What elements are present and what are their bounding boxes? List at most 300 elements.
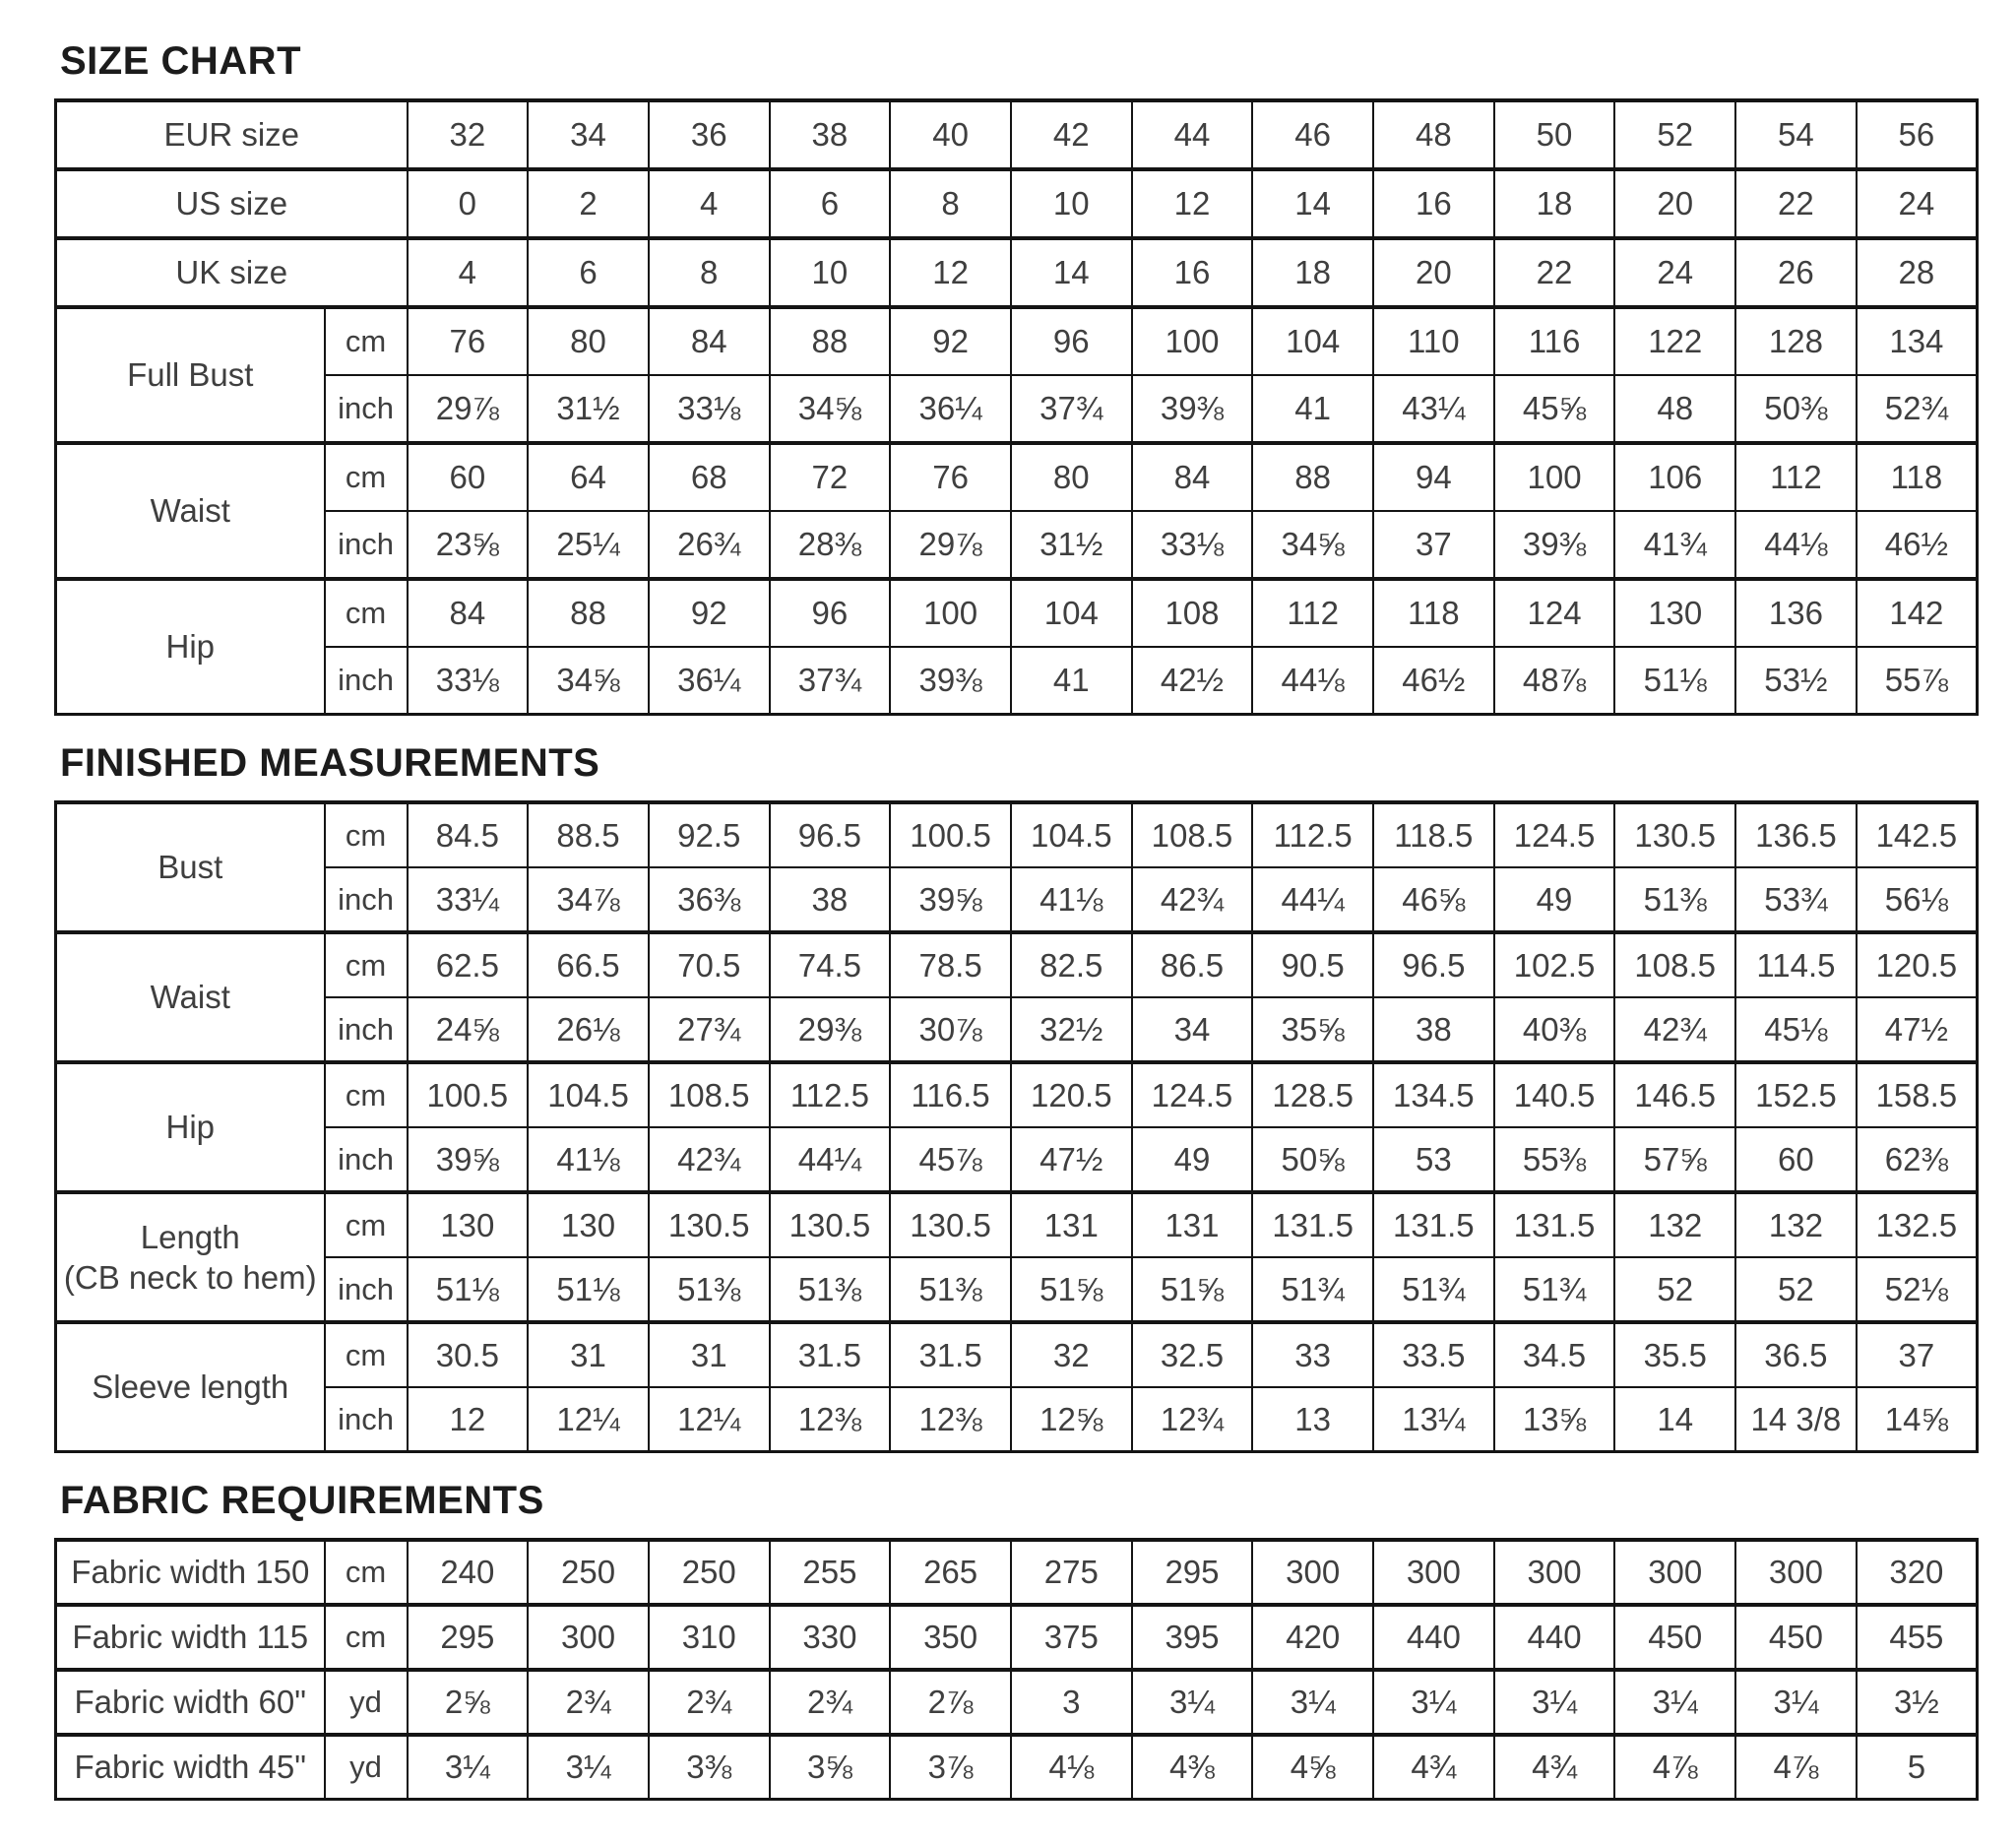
value-cell: 6 [528,238,649,307]
size-chart-title: SIZE CHART [60,39,301,83]
value-cell: 104.5 [528,1062,649,1127]
value-cell: 32½ [1011,997,1132,1062]
table-row [56,100,1978,169]
section-finished-measurements [54,743,1979,1453]
value-cell: 4⅞ [1614,1735,1735,1800]
value-cell: 41 [1011,647,1132,715]
value-cell: 440 [1494,1605,1615,1670]
value-cell: 33⅛ [408,647,529,715]
value-cell: 142 [1857,579,1978,647]
value-cell: 34⅝ [1252,511,1373,579]
value-cell: 420 [1252,1605,1373,1670]
value-cell: 36¼ [890,375,1011,443]
unit-cell: inch [325,867,408,932]
value-cell: 36 [649,100,770,169]
value-cell: 44⅛ [1252,647,1373,715]
value-cell: 158.5 [1857,1062,1978,1127]
value-cell: 450 [1614,1605,1735,1670]
value-cell: 88 [528,579,649,647]
value-cell: 4⅞ [1735,1735,1857,1800]
value-cell: 37 [1857,1322,1978,1387]
value-cell: 132 [1735,1192,1857,1257]
value-cell: 130 [408,1192,529,1257]
value-cell: 124 [1494,579,1615,647]
value-cell: 60 [1735,1127,1857,1192]
section-fabric-requirements [54,1481,1979,1801]
value-cell: 10 [1011,169,1132,238]
value-cell: 320 [1857,1540,1978,1605]
value-cell: 60 [408,443,529,511]
value-cell: 118 [1373,579,1494,647]
size-chart-table [54,98,1979,716]
table-row [56,867,1978,932]
value-cell: 131 [1132,1192,1253,1257]
section-size-chart [54,41,1979,716]
value-cell: 4⅝ [1252,1735,1373,1800]
value-cell: 52¾ [1857,375,1978,443]
unit-cell: cm [325,307,408,375]
table-row [56,802,1978,867]
value-cell: 42¾ [1132,867,1253,932]
unit-cell: cm [325,443,408,511]
value-cell: 29⅞ [890,511,1011,579]
value-cell: 50⅝ [1252,1127,1373,1192]
value-cell: 42 [1011,100,1132,169]
value-cell: 104 [1252,307,1373,375]
unit-cell: inch [325,997,408,1062]
value-cell: 42¾ [1614,997,1735,1062]
value-cell: 295 [1132,1540,1253,1605]
value-cell: 108.5 [649,1062,770,1127]
value-cell: 48 [1614,375,1735,443]
value-cell: 51⅜ [649,1257,770,1322]
value-cell: 440 [1373,1605,1494,1670]
value-cell: 29⅞ [408,375,529,443]
value-cell: 39⅜ [1494,511,1615,579]
value-cell: 12¼ [528,1387,649,1452]
table-row [56,579,1978,647]
table-row [56,1387,1978,1452]
value-cell: 31½ [528,375,649,443]
table-row [56,169,1978,238]
unit-cell: cm [325,1605,408,1670]
row-label: Waist [56,932,325,1062]
value-cell: 2⅞ [890,1670,1011,1735]
value-cell: 33⅛ [649,375,770,443]
row-label: Bust [56,802,325,932]
value-cell: 112 [1252,579,1373,647]
value-cell: 134 [1857,307,1978,375]
value-cell: 130.5 [1614,802,1735,867]
value-cell: 52 [1614,1257,1735,1322]
row-label: Hip [56,1062,325,1192]
finished-measurements-title: FINISHED MEASUREMENTS [60,741,600,785]
value-cell: 26¾ [649,511,770,579]
finished-measurements-table [54,800,1979,1453]
value-cell: 31 [649,1322,770,1387]
value-cell: 5 [1857,1735,1978,1800]
value-cell: 53¾ [1735,867,1857,932]
value-cell: 28⅜ [770,511,891,579]
value-cell: 44¼ [1252,867,1373,932]
value-cell: 3 [1011,1670,1132,1735]
value-cell: 96.5 [1373,932,1494,997]
value-cell: 48⅞ [1494,647,1615,715]
value-cell: 41 [1252,375,1373,443]
row-label: EUR size [56,100,408,169]
value-cell: 96 [1011,307,1132,375]
table-row [56,1540,1978,1605]
value-cell: 116 [1494,307,1615,375]
value-cell: 13¼ [1373,1387,1494,1452]
value-cell: 130 [528,1192,649,1257]
value-cell: 84.5 [408,802,529,867]
value-cell: 39⅝ [890,867,1011,932]
value-cell: 34⅞ [528,867,649,932]
value-cell: 108.5 [1132,802,1253,867]
value-cell: 4 [649,169,770,238]
value-cell: 76 [408,307,529,375]
value-cell: 88.5 [528,802,649,867]
value-cell: 22 [1494,238,1615,307]
value-cell: 51⅝ [1011,1257,1132,1322]
value-cell: 62.5 [408,932,529,997]
table-row [56,997,1978,1062]
row-label: Waist [56,443,325,579]
value-cell: 52⅛ [1857,1257,1978,1322]
value-cell: 4 [408,238,529,307]
value-cell: 132.5 [1857,1192,1978,1257]
table-row [56,1257,1978,1322]
unit-cell: cm [325,579,408,647]
fabric-requirements-title: FABRIC REQUIREMENTS [60,1479,544,1522]
row-label: Fabric width 45" [56,1735,325,1800]
value-cell: 130.5 [649,1192,770,1257]
value-cell: 13⅝ [1494,1387,1615,1452]
value-cell: 2¾ [649,1670,770,1735]
value-cell: 48 [1373,100,1494,169]
value-cell: 122 [1614,307,1735,375]
value-cell: 3⅞ [890,1735,1011,1800]
value-cell: 24⅝ [408,997,529,1062]
value-cell: 120.5 [1011,1062,1132,1127]
value-cell: 0 [408,169,529,238]
value-cell: 108.5 [1614,932,1735,997]
value-cell: 128.5 [1252,1062,1373,1127]
value-cell: 22 [1735,169,1857,238]
value-cell: 3¼ [1252,1670,1373,1735]
value-cell: 39⅜ [890,647,1011,715]
value-cell: 455 [1857,1605,1978,1670]
value-cell: 45⅞ [890,1127,1011,1192]
value-cell: 31½ [1011,511,1132,579]
row-label: Sleeve length [56,1322,325,1452]
value-cell: 2¾ [528,1670,649,1735]
value-cell: 20 [1614,169,1735,238]
value-cell: 34⅝ [528,647,649,715]
value-cell: 118.5 [1373,802,1494,867]
value-cell: 57⅝ [1614,1127,1735,1192]
value-cell: 52 [1735,1257,1857,1322]
value-cell: 86.5 [1132,932,1253,997]
table-row [56,238,1978,307]
value-cell: 12 [890,238,1011,307]
value-cell: 51¾ [1373,1257,1494,1322]
value-cell: 152.5 [1735,1062,1857,1127]
value-cell: 90.5 [1252,932,1373,997]
value-cell: 112 [1735,443,1857,511]
value-cell: 34.5 [1494,1322,1615,1387]
value-cell: 44⅛ [1735,511,1857,579]
value-cell: 64 [528,443,649,511]
value-cell: 255 [770,1540,891,1605]
row-label: Fabric width 60" [56,1670,325,1735]
value-cell: 28 [1857,238,1978,307]
value-cell: 34⅝ [770,375,891,443]
value-cell: 24 [1857,169,1978,238]
value-cell: 68 [649,443,770,511]
value-cell: 78.5 [890,932,1011,997]
value-cell: 51⅜ [1614,867,1735,932]
value-cell: 30⅞ [890,997,1011,1062]
value-cell: 33.5 [1373,1322,1494,1387]
value-cell: 114.5 [1735,932,1857,997]
value-cell: 131.5 [1252,1192,1373,1257]
value-cell: 108 [1132,579,1253,647]
value-cell: 34 [1132,997,1253,1062]
value-cell: 88 [1252,443,1373,511]
table-row [56,511,1978,579]
value-cell: 2 [528,169,649,238]
value-cell: 3¼ [1614,1670,1735,1735]
value-cell: 53 [1373,1127,1494,1192]
value-cell: 104.5 [1011,802,1132,867]
value-cell: 84 [408,579,529,647]
value-cell: 31.5 [890,1322,1011,1387]
value-cell: 3¼ [1735,1670,1857,1735]
value-cell: 44 [1132,100,1253,169]
value-cell: 36⅜ [649,867,770,932]
row-label: Hip [56,579,325,715]
value-cell: 131.5 [1373,1192,1494,1257]
value-cell: 100 [1132,307,1253,375]
unit-cell: inch [325,1127,408,1192]
value-cell: 300 [1494,1540,1615,1605]
value-cell: 128 [1735,307,1857,375]
value-cell: 140.5 [1494,1062,1615,1127]
value-cell: 10 [770,238,891,307]
value-cell: 33 [1252,1322,1373,1387]
table-row [56,647,1978,715]
value-cell: 29⅜ [770,997,891,1062]
value-cell: 96.5 [770,802,891,867]
unit-cell: cm [325,1322,408,1387]
value-cell: 35⅝ [1252,997,1373,1062]
value-cell: 100.5 [408,1062,529,1127]
value-cell: 136.5 [1735,802,1857,867]
value-cell: 102.5 [1494,932,1615,997]
value-cell: 300 [1252,1540,1373,1605]
value-cell: 30.5 [408,1322,529,1387]
value-cell: 6 [770,169,891,238]
value-cell: 51⅛ [528,1257,649,1322]
value-cell: 84 [1132,443,1253,511]
row-label: Full Bust [56,307,325,443]
value-cell: 44¼ [770,1127,891,1192]
value-cell: 42½ [1132,647,1253,715]
value-cell: 23⅝ [408,511,529,579]
value-cell: 38 [1373,997,1494,1062]
value-cell: 33⅛ [1132,511,1253,579]
unit-cell: cm [325,1540,408,1605]
value-cell: 34 [528,100,649,169]
value-cell: 49 [1132,1127,1253,1192]
value-cell: 50 [1494,100,1615,169]
value-cell: 3¼ [1132,1670,1253,1735]
value-cell: 330 [770,1605,891,1670]
row-label: Length (CB neck to hem) [56,1192,325,1322]
value-cell: 32 [1011,1322,1132,1387]
value-cell: 295 [408,1605,529,1670]
value-cell: 12 [408,1387,529,1452]
value-cell: 14 3/8 [1735,1387,1857,1452]
value-cell: 46 [1252,100,1373,169]
value-cell: 40 [890,100,1011,169]
fabric-requirements-table [54,1538,1979,1801]
value-cell: 300 [1614,1540,1735,1605]
unit-cell: yd [325,1735,408,1800]
value-cell: 41⅛ [528,1127,649,1192]
value-cell: 18 [1252,238,1373,307]
value-cell: 124.5 [1494,802,1615,867]
value-cell: 76 [890,443,1011,511]
unit-cell: inch [325,511,408,579]
value-cell: 32.5 [1132,1322,1253,1387]
value-cell: 100 [890,579,1011,647]
value-cell: 12⅜ [770,1387,891,1452]
value-cell: 20 [1373,238,1494,307]
value-cell: 32 [408,100,529,169]
value-cell: 25¼ [528,511,649,579]
value-cell: 36.5 [1735,1322,1857,1387]
value-cell: 26 [1735,238,1857,307]
value-cell: 41⅛ [1011,867,1132,932]
row-label: Fabric width 115 [56,1605,325,1670]
value-cell: 130.5 [890,1192,1011,1257]
value-cell: 110 [1373,307,1494,375]
value-cell: 24 [1614,238,1735,307]
value-cell: 12⅜ [890,1387,1011,1452]
value-cell: 250 [528,1540,649,1605]
value-cell: 142.5 [1857,802,1978,867]
value-cell: 80 [528,307,649,375]
value-cell: 130.5 [770,1192,891,1257]
value-cell: 4⅛ [1011,1735,1132,1800]
value-cell: 92 [649,579,770,647]
value-cell: 47½ [1011,1127,1132,1192]
value-cell: 134.5 [1373,1062,1494,1127]
value-cell: 27¾ [649,997,770,1062]
row-label: US size [56,169,408,238]
table-row [56,932,1978,997]
value-cell: 51¾ [1494,1257,1615,1322]
value-cell: 3¼ [1494,1670,1615,1735]
value-cell: 250 [649,1540,770,1605]
value-cell: 52 [1614,100,1735,169]
unit-cell: cm [325,802,408,867]
table-row [56,1605,1978,1670]
table-row [56,443,1978,511]
unit-cell: cm [325,1192,408,1257]
value-cell: 120.5 [1857,932,1978,997]
value-cell: 38 [770,867,891,932]
value-cell: 92 [890,307,1011,375]
value-cell: 41¾ [1614,511,1735,579]
value-cell: 14 [1614,1387,1735,1452]
table-row [56,1192,1978,1257]
value-cell: 106 [1614,443,1735,511]
value-cell: 53½ [1735,647,1857,715]
value-cell: 54 [1735,100,1857,169]
value-cell: 40⅜ [1494,997,1615,1062]
value-cell: 55⅜ [1494,1127,1615,1192]
value-cell: 16 [1373,169,1494,238]
unit-cell: cm [325,932,408,997]
value-cell: 100.5 [890,802,1011,867]
value-cell: 80 [1011,443,1132,511]
value-cell: 37¾ [1011,375,1132,443]
value-cell: 12¾ [1132,1387,1253,1452]
value-cell: 116.5 [890,1062,1011,1127]
table-row [56,1670,1978,1735]
value-cell: 12 [1132,169,1253,238]
value-cell: 45⅝ [1494,375,1615,443]
value-cell: 2¾ [770,1670,891,1735]
value-cell: 14⅝ [1857,1387,1978,1452]
value-cell: 275 [1011,1540,1132,1605]
value-cell: 310 [649,1605,770,1670]
value-cell: 130 [1614,579,1735,647]
value-cell: 74.5 [770,932,891,997]
value-cell: 62⅜ [1857,1127,1978,1192]
value-cell: 146.5 [1614,1062,1735,1127]
value-cell: 66.5 [528,932,649,997]
value-cell: 300 [1735,1540,1857,1605]
value-cell: 50⅜ [1735,375,1857,443]
value-cell: 72 [770,443,891,511]
value-cell: 4¾ [1494,1735,1615,1800]
value-cell: 84 [649,307,770,375]
value-cell: 35.5 [1614,1322,1735,1387]
value-cell: 51⅛ [1614,647,1735,715]
value-cell: 4⅜ [1132,1735,1253,1800]
value-cell: 240 [408,1540,529,1605]
value-cell: 3¼ [528,1735,649,1800]
value-cell: 375 [1011,1605,1132,1670]
value-cell: 56 [1857,100,1978,169]
value-cell: 4¾ [1373,1735,1494,1800]
unit-cell: cm [325,1062,408,1127]
value-cell: 14 [1011,238,1132,307]
table-row [56,1735,1978,1800]
value-cell: 46½ [1857,511,1978,579]
value-cell: 38 [770,100,891,169]
value-cell: 450 [1735,1605,1857,1670]
value-cell: 51⅝ [1132,1257,1253,1322]
value-cell: 3⅝ [770,1735,891,1800]
value-cell: 33¼ [408,867,529,932]
value-cell: 31 [528,1322,649,1387]
